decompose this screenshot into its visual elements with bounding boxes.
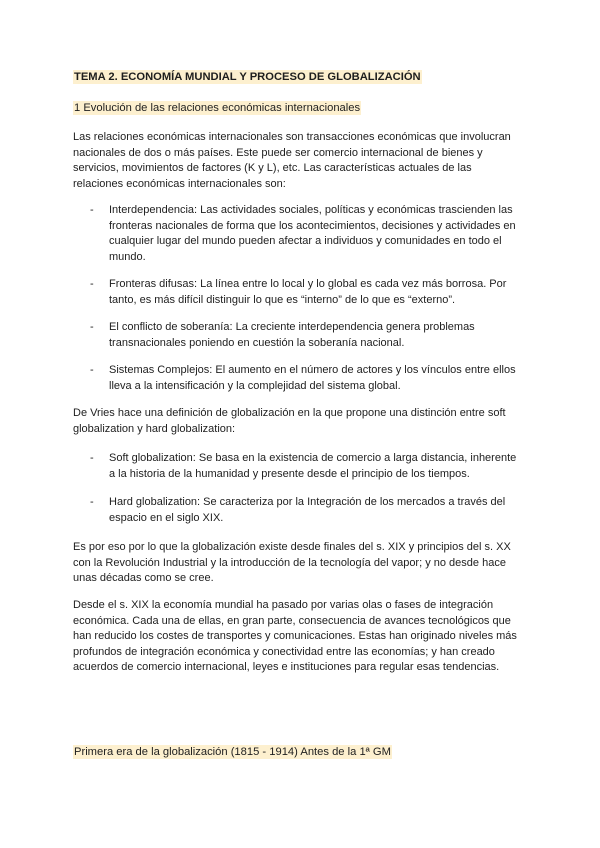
bullet-marker: - (90, 278, 94, 290)
xix-paragraph: Es por eso por lo que la globalización existe desde finales del s. XIX y principios del s. XX con la Revolución Industrial y la introducción de la tecnología del vapor; y no desde hace unas décadas como se cree. (73, 541, 511, 584)
document-title: TEMA 2. ECONOMÍA MUNDIAL Y PROCESO DE GLOBALIZACIÓN (74, 71, 421, 83)
bullet-marker: - (90, 496, 94, 508)
list-item-text: Interdependencia: Las actividades sociales, políticas y económicas trascienden las fronteras nacionales de forma que los acontecimientos, decisiones y actividades en cualquier lugar del mundo pueden afectar a individuos y comunidades en todo el mundo. (109, 204, 516, 263)
list-item-text: Sistemas Complejos: El aumento en el número de actores y los vínculos entre ellos lleva a la intensificación y la complejidad del sistema global. (109, 364, 516, 392)
list-item-text: Soft globalization: Se basa en la existencia de comercio a larga distancia, inherente a la historia de la humanidad y presente desde el principio de los tiempos. (109, 452, 517, 480)
section-heading-first-era: Primera era de la globalización (1815 - 1914) Antes de la 1ª GM (74, 746, 391, 758)
list-item-text: El conflicto de soberanía: La creciente interdependencia genera problemas transnacionales poniendo en cuestión la soberanía nacional. (109, 321, 475, 349)
list-item-text: Hard globalization: Se caracteriza por la Integración de los mercados a través del espacio en el siglo XIX. (109, 496, 506, 524)
devries-paragraph: De Vries hace una definición de globalización en la que propone una distinción entre soft globalization y hard globalization: (73, 407, 506, 435)
list-item-text: Fronteras difusas: La línea entre lo local y lo global es cada vez más borrosa. Por tanto, es más difícil distinguir lo que es “interno” de lo que es “externo”. (109, 278, 507, 306)
bullet-marker: - (90, 204, 94, 216)
bullet-marker: - (90, 321, 94, 333)
bullet-marker: - (90, 452, 94, 464)
intro-paragraph: Las relaciones económicas internacionales son transacciones económicas que involucran nacionales de dos o más países. Este puede ser comercio internacional de bienes y servicios, movimientos de factores (K y L), etc. Las características actuales de las relaciones económicas internacionales son: (73, 131, 511, 190)
section-heading-evolution: 1 Evolución de las relaciones económicas internacionales (74, 102, 361, 114)
bullet-marker: - (90, 364, 94, 376)
waves-paragraph: Desde el s. XIX la economía mundial ha pasado por varias olas o fases de integración económica. Cada una de ellas, en gran parte, consecuencia de avances tecnológicos que han reducido los costes de transportes y comunicaciones. Estas han originado niveles más profundos de integración económica y conectividad entre las economías; y han creado acuerdos de comercio internacional, leyes e instituciones para regular esas tendencias. (73, 599, 517, 673)
